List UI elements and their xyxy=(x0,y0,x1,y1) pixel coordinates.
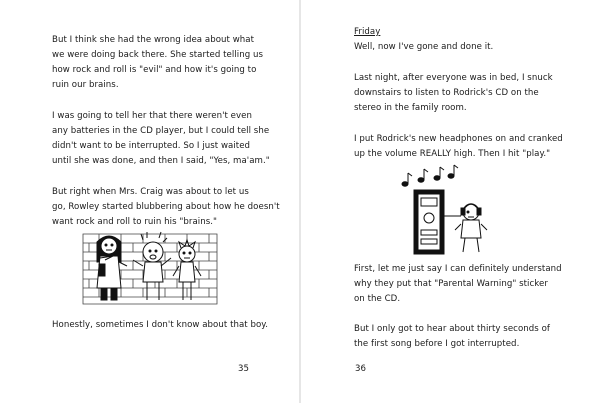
text-line: ruin our brains. xyxy=(52,80,119,90)
text-line: But right when Mrs. Craig was about to let us xyxy=(52,187,249,197)
page-number: 35 xyxy=(238,364,249,374)
music-notes-icon xyxy=(402,165,458,186)
text-line: on the CD. xyxy=(354,294,401,304)
text-line: want rock and roll to ruin his "brains." xyxy=(52,217,218,227)
teacher-scolding-illustration xyxy=(75,226,225,314)
text-line: I was going to tell her that there weren't even xyxy=(52,111,252,121)
text-line: didn't want to be interrupted. So I just waited xyxy=(52,141,251,151)
left-page xyxy=(0,0,299,403)
right-page xyxy=(301,0,600,403)
text-line: go, Rowley started blubbering about how he doesn't xyxy=(52,202,280,212)
text-line: the first song before I got interrupted. xyxy=(354,339,520,349)
text-line: downstairs to listen to Rodrick's CD on the xyxy=(354,88,539,98)
text-line: First, let me just say I can definitely understand xyxy=(354,264,562,274)
text-line: stereo in the family room. xyxy=(354,103,467,113)
text-line: any batteries in the CD player, but I could tell she xyxy=(52,126,270,136)
page-number: 36 xyxy=(355,364,366,374)
headphones-stereo-illustration xyxy=(401,160,501,256)
stereo-cabinet xyxy=(414,190,461,254)
text-line: Well, now I've gone and done it. xyxy=(354,42,494,52)
text-line: until she was done, and then I said, "Yes, ma'am." xyxy=(52,156,270,166)
text-line: But I only got to hear about thirty seconds of xyxy=(354,324,550,334)
text-line: I put Rodrick's new headphones on and cranked xyxy=(354,134,563,144)
text-line: up the volume REALLY high. Then I hit "play." xyxy=(354,149,551,159)
text-line: we were doing back there. She started telling us xyxy=(52,50,263,60)
text-line: how rock and roll is "evil" and how it's going to xyxy=(52,65,257,75)
text-line: But I think she had the wrong idea about what xyxy=(52,35,255,45)
diary-day-heading: Friday xyxy=(354,27,381,37)
text-line: Honestly, sometimes I don't know about that boy. xyxy=(52,320,269,330)
text-line: Last night, after everyone was in bed, I snuck xyxy=(354,73,553,83)
text-line: why they put that "Parental Warning" sticker xyxy=(354,279,548,289)
kid-with-headphones-figure xyxy=(455,204,487,252)
